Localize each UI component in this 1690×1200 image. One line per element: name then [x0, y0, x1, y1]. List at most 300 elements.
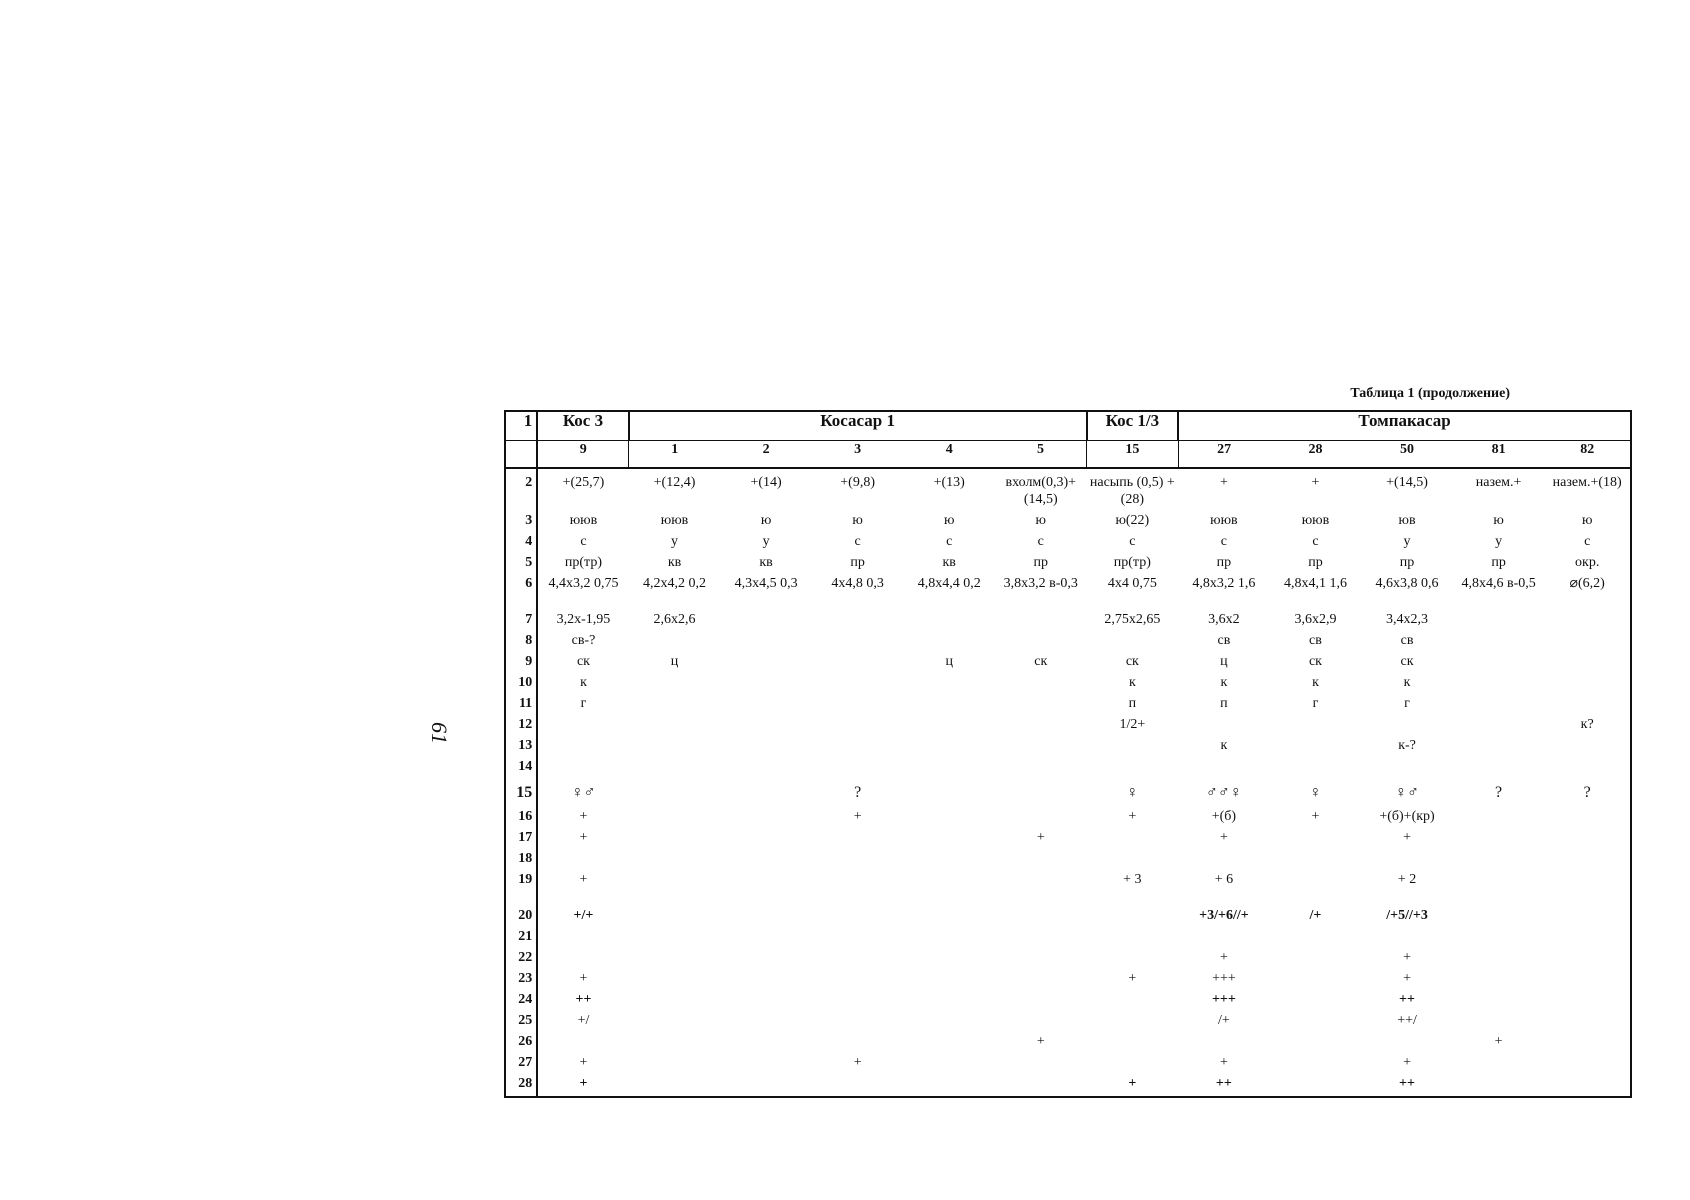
table-row	[505, 850, 1631, 871]
table-cell	[1087, 949, 1179, 970]
table-cell: св	[1400, 633, 1414, 648]
table-row	[505, 808, 1631, 829]
table-cell: 4x4 0,75	[1107, 576, 1157, 591]
table-cell	[903, 1075, 995, 1097]
table-cell	[812, 737, 904, 758]
row-number: 7	[505, 611, 537, 632]
table-cell	[720, 907, 812, 928]
table-cell	[1270, 1033, 1362, 1054]
table-row	[505, 1075, 1631, 1097]
table-cell	[720, 611, 812, 632]
table-cell	[629, 632, 721, 653]
group-kos-3: Кос 3	[537, 411, 629, 441]
table-cell	[903, 871, 995, 907]
table-cell	[1087, 907, 1179, 928]
table-cell: ++/	[1397, 1013, 1417, 1028]
group-header-row	[505, 411, 1631, 441]
table-cell	[1087, 632, 1179, 653]
table-cell: п	[1128, 696, 1137, 711]
row-number: 17	[505, 829, 537, 850]
table-cell	[903, 758, 995, 779]
table-cell: к-?	[1398, 738, 1416, 753]
table-cell: ц	[1220, 654, 1228, 669]
table-cell: п	[1220, 696, 1228, 711]
table-cell	[1270, 991, 1362, 1012]
header-row-label: 1	[505, 411, 537, 441]
table-cell	[1453, 991, 1545, 1012]
row-number: 15	[505, 779, 537, 808]
table-cell	[1087, 1054, 1179, 1075]
table-cell: ♀♂	[1395, 784, 1420, 801]
table-cell	[995, 1012, 1087, 1033]
table-cell: 2,75x2,65	[1104, 612, 1161, 627]
table-cell: +	[1403, 971, 1411, 986]
table-row	[505, 632, 1631, 653]
table-cell: к	[1403, 675, 1411, 690]
table-cell: ♂♂♀	[1205, 784, 1242, 801]
table-cell: +	[579, 1055, 588, 1070]
table-cell	[812, 1012, 904, 1033]
table-row	[505, 695, 1631, 716]
table-cell	[1270, 716, 1362, 737]
table-row	[505, 611, 1631, 632]
table-cell: г	[580, 696, 587, 711]
table-row	[505, 533, 1631, 554]
table-cell	[629, 737, 721, 758]
table-cell: +(13)	[933, 475, 965, 490]
table-cell	[1544, 653, 1631, 674]
row-number: 22	[505, 949, 537, 970]
table-body	[505, 468, 1631, 1097]
table-cell: ююв	[1210, 513, 1238, 528]
table-cell: +	[1219, 950, 1228, 965]
table-cell: 4,3x4,5 0,3	[734, 576, 798, 591]
table-cell: пр	[1308, 555, 1323, 570]
table-cell: окр.	[1575, 555, 1600, 570]
table-cell	[903, 970, 995, 991]
row-number: 19	[505, 871, 537, 907]
table-cell	[995, 949, 1087, 970]
table-cell: кв	[667, 555, 682, 570]
table-cell: ц	[945, 654, 953, 669]
table-row	[505, 1054, 1631, 1075]
table-cell	[1544, 907, 1631, 928]
table-cell: ск	[1125, 654, 1139, 669]
table-cell	[720, 1033, 812, 1054]
table-cell	[720, 1054, 812, 1075]
header-row-blank	[505, 441, 537, 469]
table-cell	[629, 949, 721, 970]
table-cell	[1453, 1075, 1545, 1097]
table-cell: ++	[1399, 992, 1416, 1007]
table-cell: у	[1495, 534, 1503, 549]
table-cell	[812, 907, 904, 928]
table-cell	[1544, 674, 1631, 695]
table-cell: +	[1128, 809, 1137, 824]
table-cell	[1453, 928, 1545, 949]
table-cell	[1270, 1075, 1362, 1097]
table-cell: кв	[942, 555, 956, 570]
table-cell: с	[854, 534, 861, 549]
table-cell	[1544, 1033, 1631, 1054]
table-cell: к	[1312, 675, 1319, 690]
table-cell	[1087, 928, 1179, 949]
table-cell	[995, 737, 1087, 758]
row-number: 14	[505, 758, 537, 779]
table-cell	[720, 1012, 812, 1033]
table-cell: +	[1128, 971, 1137, 986]
table-cell	[1453, 611, 1545, 632]
row-number: 5	[505, 554, 537, 575]
table-cell: /+	[1309, 908, 1322, 923]
table-cell: ююв	[1301, 513, 1330, 528]
table-cell	[903, 850, 995, 871]
table-cell: вхолм(0,3)+(14,5)	[1005, 475, 1077, 507]
table-cell	[1453, 871, 1545, 907]
table-cell	[903, 779, 995, 808]
table-cell	[1544, 611, 1631, 632]
table-cell	[1087, 829, 1179, 850]
table-cell: с	[580, 534, 587, 549]
table-row	[505, 468, 1631, 512]
table-cell	[1087, 1012, 1179, 1033]
table-cell: 3,6x2,9	[1294, 612, 1337, 627]
table-cell	[812, 674, 904, 695]
table-cell: пр	[850, 555, 865, 570]
table-cell	[812, 871, 904, 907]
table-cell	[1270, 850, 1362, 871]
col-number: 81	[1453, 441, 1545, 469]
table-row	[505, 970, 1631, 991]
table-cell	[537, 758, 629, 779]
table-cell	[995, 1054, 1087, 1075]
table-cell	[1544, 829, 1631, 850]
table-cell	[903, 737, 995, 758]
table-cell	[720, 758, 812, 779]
table-cell: ск	[1400, 654, 1414, 669]
table-cell	[812, 1075, 904, 1097]
table-cell: 3,4x2,3	[1386, 612, 1429, 627]
row-number: 21	[505, 928, 537, 949]
table-cell	[629, 1012, 721, 1033]
table-cell	[995, 716, 1087, 737]
table-cell: у	[762, 534, 770, 549]
col-number: 27	[1178, 441, 1270, 469]
table-cell	[1453, 1012, 1545, 1033]
table-cell	[812, 829, 904, 850]
table-cell: к?	[1580, 717, 1594, 732]
table-cell	[1544, 1012, 1631, 1033]
table-cell: ♀	[1309, 784, 1322, 801]
table-cell: ♀	[1126, 784, 1139, 801]
table-cell	[1453, 653, 1545, 674]
col-number: 2	[720, 441, 812, 469]
table-cell	[903, 907, 995, 928]
table-cell: +(9,8)	[840, 475, 876, 490]
table-cell: г	[1404, 696, 1410, 711]
col-number: 1	[629, 441, 721, 469]
table-cell: ск	[1308, 654, 1322, 669]
table-cell	[812, 928, 904, 949]
table-cell	[1453, 758, 1545, 779]
table-cell: +	[1219, 475, 1228, 490]
table-cell: к	[580, 675, 587, 690]
table-cell: ю	[760, 513, 772, 528]
table-cell: ♀♂	[571, 784, 596, 801]
table-cell: назем.+(18)	[1552, 475, 1622, 490]
table-row	[505, 829, 1631, 850]
table-cell	[995, 1075, 1087, 1097]
table-row	[505, 907, 1631, 928]
table-cell: св-?	[571, 633, 596, 648]
table-cell: у	[1403, 534, 1411, 549]
table-cell	[1178, 716, 1270, 737]
table-cell	[720, 928, 812, 949]
table-cell: +	[579, 809, 588, 824]
table-cell	[903, 1054, 995, 1075]
table-cell	[1453, 695, 1545, 716]
row-number: 26	[505, 1033, 537, 1054]
table-cell: 4,8x4,4 0,2	[917, 576, 981, 591]
table-cell	[903, 829, 995, 850]
table-cell: 3,2x-1,95	[556, 612, 611, 627]
table-cell: ю	[852, 513, 863, 528]
table-cell	[537, 737, 629, 758]
table-cell	[903, 1033, 995, 1054]
row-number: 6	[505, 575, 537, 611]
table-cell: 2,6x2,6	[653, 612, 696, 627]
row-number: 18	[505, 850, 537, 871]
table-row	[505, 779, 1631, 808]
row-number: 10	[505, 674, 537, 695]
table-cell: ⌀(6,2)	[1569, 576, 1605, 591]
group-tompakasar: Томпакасар	[1178, 411, 1631, 441]
table-cell: + 6	[1214, 872, 1234, 887]
table-row	[505, 758, 1631, 779]
table-cell: +(25,7)	[562, 475, 605, 490]
table-cell	[1453, 808, 1545, 829]
table-cell: +	[853, 809, 862, 824]
table-cell: ю(22)	[1115, 513, 1150, 528]
table-cell: к	[1128, 675, 1136, 690]
row-number: 13	[505, 737, 537, 758]
table-cell	[1453, 716, 1545, 737]
table-cell: св	[1217, 633, 1231, 648]
col-number: 9	[537, 441, 629, 469]
table-cell	[995, 695, 1087, 716]
table-cell: ++	[1215, 1076, 1232, 1091]
table-cell	[995, 970, 1087, 991]
table-cell: 4,8x4,6 в-0,5	[1461, 576, 1536, 591]
table-cell: +	[1036, 1034, 1045, 1049]
table-cell	[1361, 928, 1453, 949]
table-cell: с	[1312, 534, 1319, 549]
table-cell: ++	[1399, 1076, 1416, 1091]
table-cell	[1544, 949, 1631, 970]
table-cell	[812, 611, 904, 632]
table-cell	[629, 970, 721, 991]
row-number: 12	[505, 716, 537, 737]
table-cell: ск	[1034, 654, 1048, 669]
table-cell	[537, 850, 629, 871]
col-number: 15	[1087, 441, 1179, 469]
table-cell	[1544, 808, 1631, 829]
table-cell	[903, 991, 995, 1012]
table-cell: 3,6x2	[1208, 612, 1240, 627]
row-number: 24	[505, 991, 537, 1012]
table-cell	[629, 907, 721, 928]
table-cell	[537, 1033, 629, 1054]
table-cell	[537, 928, 629, 949]
table-cell: пр	[1216, 555, 1232, 570]
table-cell	[903, 928, 995, 949]
table-cell: юв	[1398, 513, 1416, 528]
table-cell: +	[1311, 809, 1320, 824]
table-cell: +	[1494, 1034, 1503, 1049]
table-cell: св	[1309, 633, 1322, 648]
table-cell	[629, 1075, 721, 1097]
table-cell	[812, 1033, 904, 1054]
table-cell: ?	[854, 784, 862, 801]
table-cell: +	[579, 830, 588, 845]
col-number: 50	[1361, 441, 1453, 469]
table-cell: +	[1219, 830, 1228, 845]
table-cell	[1453, 829, 1545, 850]
table-cell	[1270, 1054, 1362, 1075]
table-cell	[995, 928, 1087, 949]
table-cell: кв	[759, 555, 773, 570]
table-cell: ююв	[569, 513, 598, 528]
table-cell: пр	[1033, 555, 1049, 570]
table-cell: + 3	[1123, 872, 1142, 887]
table-cell: +3/+6//+	[1199, 908, 1249, 923]
table-cell: ю	[1581, 513, 1593, 528]
table-cell	[1087, 850, 1179, 871]
table-cell: /+	[1218, 1013, 1230, 1028]
table-cell	[1544, 991, 1631, 1012]
table-cell	[1087, 991, 1179, 1012]
table-cell	[720, 737, 812, 758]
group-kosasar-1: Косасар 1	[629, 411, 1087, 441]
table-cell: ю	[1493, 513, 1504, 528]
table-cell	[1087, 1033, 1179, 1054]
table-cell	[720, 695, 812, 716]
table-row	[505, 575, 1631, 611]
table-cell	[995, 871, 1087, 907]
table-cell: +++	[1211, 992, 1236, 1007]
table-cell: 4,4x3,2 0,75	[548, 576, 619, 591]
table-cell: 4,2x4,2 0,2	[643, 576, 707, 591]
table-cell	[903, 949, 995, 970]
table-cell	[1270, 1012, 1362, 1033]
table-cell	[995, 907, 1087, 928]
table-cell	[1544, 695, 1631, 716]
row-number: 4	[505, 533, 537, 554]
table-cell	[629, 779, 721, 808]
col-number: 28	[1270, 441, 1362, 469]
table-cell: с	[1584, 534, 1591, 549]
table-cell	[812, 716, 904, 737]
table-cell: с	[1220, 534, 1228, 549]
page-number: 61	[427, 722, 452, 744]
table-cell	[1087, 758, 1179, 779]
group-kos-1-3: Кос 1/3	[1087, 411, 1179, 441]
table-cell	[1270, 737, 1362, 758]
table-cell	[720, 716, 812, 737]
table-cell	[812, 991, 904, 1012]
table-cell: +(б)	[1211, 809, 1237, 824]
table-cell	[1544, 632, 1631, 653]
col-number: 4	[903, 441, 995, 469]
table-cell: +	[579, 1076, 588, 1091]
table-cell: пр	[1399, 555, 1415, 570]
table-cell	[995, 632, 1087, 653]
table-row	[505, 1033, 1631, 1054]
table-cell: +	[1128, 1076, 1137, 1091]
table-cell	[629, 991, 721, 1012]
table-cell	[629, 674, 721, 695]
table-cell: ?	[1495, 784, 1503, 801]
table-cell	[629, 871, 721, 907]
table-cell: с	[946, 534, 953, 549]
table-cell	[903, 632, 995, 653]
table-cell: +	[579, 971, 588, 986]
table-cell: ююв	[660, 513, 689, 528]
table-cell	[629, 928, 721, 949]
row-number: 9	[505, 653, 537, 674]
table-cell	[1270, 970, 1362, 991]
row-number: 11	[505, 695, 537, 716]
row-number: 27	[505, 1054, 537, 1075]
table-cell	[1178, 758, 1270, 779]
table-cell: +	[1036, 830, 1045, 845]
row-number: 3	[505, 512, 537, 533]
table-cell	[1544, 1075, 1631, 1097]
table-cell	[1361, 850, 1453, 871]
table-cell	[812, 970, 904, 991]
table-cell	[720, 871, 812, 907]
table-cell	[995, 808, 1087, 829]
table-row	[505, 653, 1631, 674]
table-cell: +	[853, 1055, 862, 1070]
col-number: 5	[995, 441, 1087, 469]
table-cell	[1270, 871, 1362, 907]
table-cell	[629, 829, 721, 850]
table-cell: +/+	[573, 908, 594, 923]
table-cell: к	[1220, 675, 1228, 690]
table-cell: +	[1403, 830, 1411, 845]
table-cell: /+5//+3	[1386, 908, 1428, 923]
table-cell	[629, 1033, 721, 1054]
table-cell: +(б)+(кр)	[1379, 809, 1435, 824]
table-cell: +(14)	[750, 475, 782, 490]
row-number: 23	[505, 970, 537, 991]
data-table-container	[504, 410, 1632, 1098]
table-cell: пр(тр)	[564, 555, 603, 570]
table-cell: +(12,4)	[653, 475, 696, 490]
table-cell	[1270, 758, 1362, 779]
table-row	[505, 928, 1631, 949]
table-cell	[903, 611, 995, 632]
table-cell	[812, 632, 904, 653]
table-cell	[1544, 1054, 1631, 1075]
table-cell: +	[1403, 1055, 1411, 1070]
table-cell: г	[1312, 696, 1319, 711]
data-table	[504, 410, 1632, 1098]
table-cell: +/	[577, 1013, 590, 1028]
table-cell	[1178, 850, 1270, 871]
table-cell: 1/2+	[1119, 717, 1146, 732]
